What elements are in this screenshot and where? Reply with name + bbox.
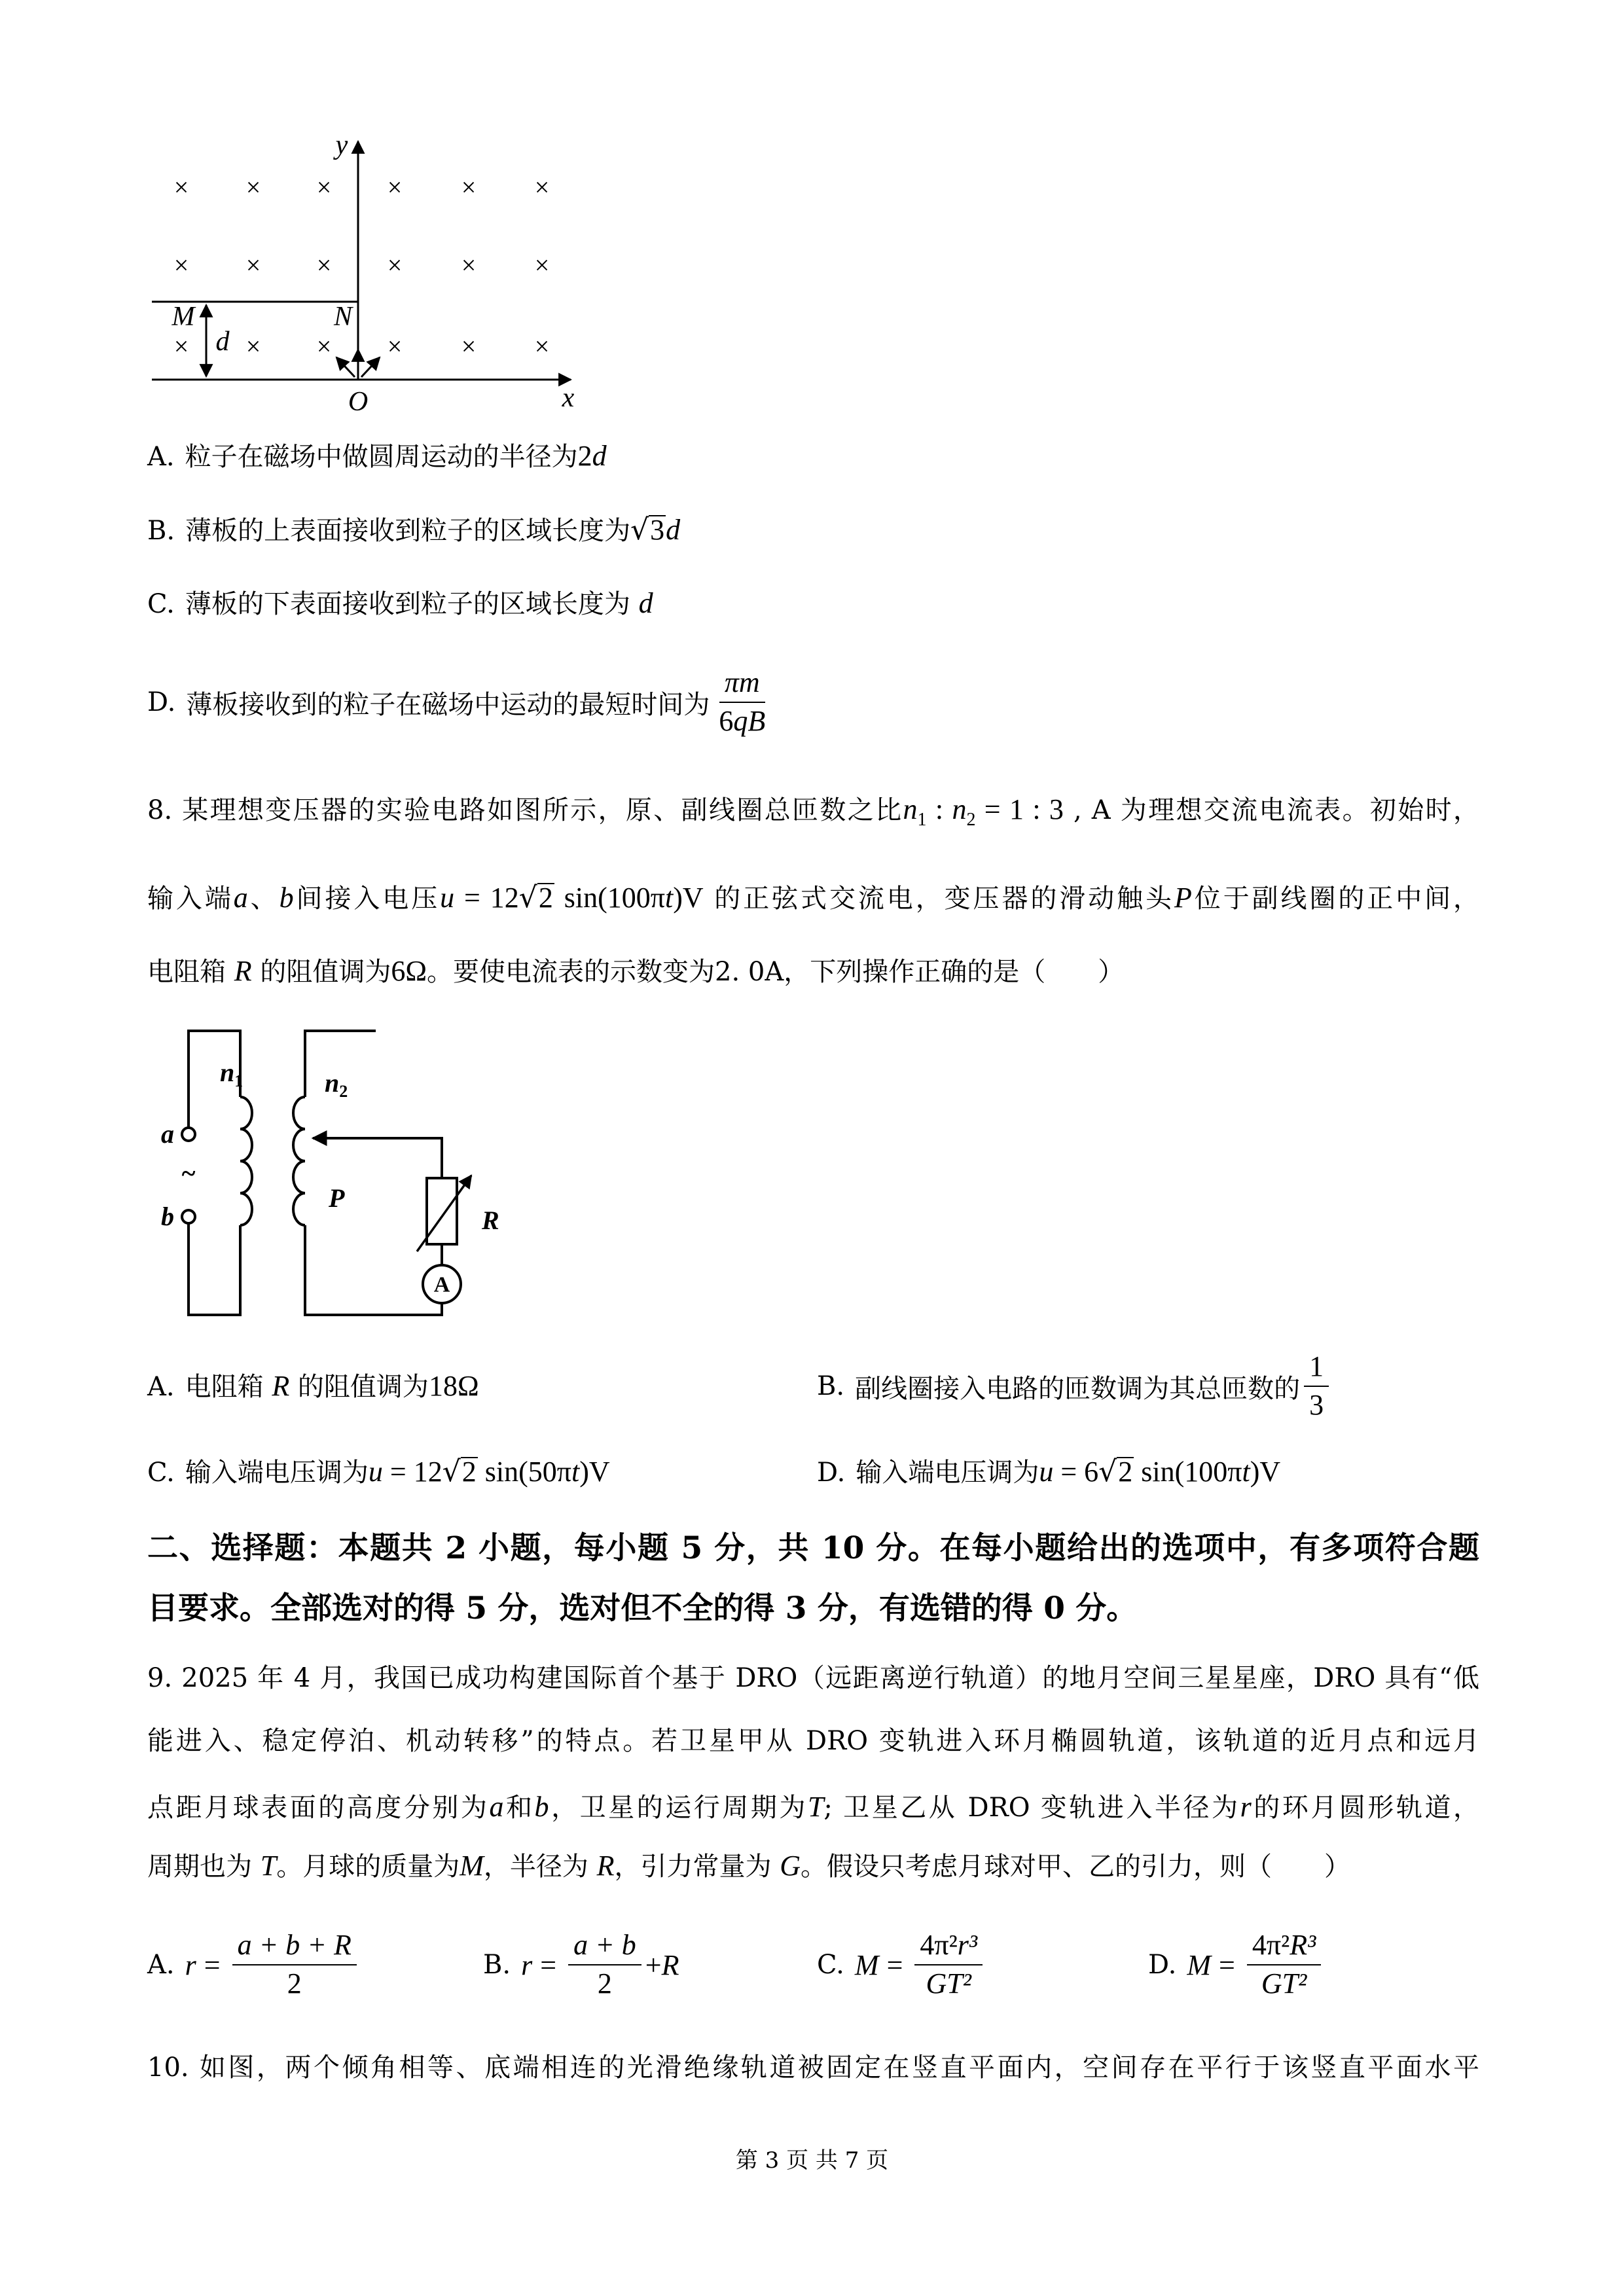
option-label: B. [817,1371,845,1401]
terminal-b [182,1210,195,1223]
field-mark: × [245,331,261,361]
q8-text: , A 为理想交流电流表。初始时， [1063,795,1479,825]
radicand: 2 [538,882,553,914]
fraction-numerator: 1 [1304,1350,1329,1387]
math-ratio: = 1 : 3 [975,793,1064,825]
primary-coil [240,1097,252,1225]
math-value: 18Ω [428,1370,479,1402]
label-m: M [171,302,195,332]
q8-text: 间接入电压 [293,884,441,914]
resistor-box [427,1178,457,1244]
fraction-denominator: 2 [287,1967,302,2000]
math-var: d [592,440,607,472]
fraction-denominator: GT² [926,1967,971,2000]
primary-wire-bottom [189,1223,240,1315]
label-b: b [161,1202,174,1231]
q8-option-a [147,1367,479,1406]
q7-option-b [147,511,680,550]
secondary-wire-bottom [305,1225,442,1315]
option-text: 薄板的下表面接收到粒子的区域长度为 [185,589,639,619]
option-label: A. [147,1950,175,1980]
q9-option-b [483,1926,679,2004]
fraction [232,1929,357,2000]
fraction [914,1929,983,2000]
q9-option-a [147,1926,361,2004]
fraction-denominator: 3 [1309,1389,1324,1421]
label-p: P [329,1183,345,1213]
field-mark: × [534,250,550,280]
math-func: sin(100π [1134,1456,1242,1488]
q9-text: 。月球的质量为 [276,1852,460,1882]
ammeter-label: A [433,1272,450,1297]
label-r: R [482,1206,499,1235]
label-d: d [215,327,230,357]
math-a: a [233,882,248,914]
q7-option-a [147,437,607,476]
math-p: P [1174,882,1192,914]
math-b: b [279,882,294,914]
math-r: R [272,1370,290,1402]
fraction [568,1929,641,2000]
field-mark: × [534,331,550,361]
math-t: t [664,882,674,914]
math-lhs: M [854,1948,879,1981]
q8-line-2 [147,878,1479,918]
field-mark: × [316,172,332,202]
math-sub: 2 [966,810,976,830]
math-func: sin(100π [554,882,665,914]
sqrt-expression [442,1452,478,1492]
math-coef: 2 [577,440,592,472]
label-n: N [333,302,353,332]
q9-text: 的环月圆形轨道， [1251,1793,1480,1823]
particle-arrow-right [361,357,380,377]
option-label: D. [1148,1950,1177,1980]
field-mark: × [387,250,403,280]
fraction [713,666,770,738]
particle-arrow-left [336,357,355,377]
radicand: 3 [650,514,665,546]
math-tail: R [661,1948,679,1981]
math-var: d [638,587,653,619]
math-u: u [368,1456,383,1488]
q7-option-c [147,584,653,623]
q7-option-d [147,663,774,742]
math-t: T [260,1850,277,1882]
option-label: B. [483,1950,511,1980]
math-eq: = [204,1948,221,1981]
root-sign: √ [442,1455,461,1488]
num-coef: 4π² [1252,1929,1290,1962]
math-u: u [1039,1456,1054,1488]
field-mark: × [461,172,477,202]
root-sign: √ [1098,1455,1117,1488]
fraction [1304,1350,1329,1422]
option-text: 的阻值调为 [289,1372,429,1402]
section-heading-line-1: 二、选择题：本题共 2 小题，每小题 5 分，共 10 分。在每小题给出的选项中，有多项符合题 [147,1530,1479,1566]
math-eq: = 12 [382,1456,442,1488]
num-var: r³ [957,1929,978,1962]
sqrt-expression [519,878,554,918]
math-eq: = 6 [1053,1456,1099,1488]
label-a: a [161,1119,174,1149]
field-mark: × [316,331,332,361]
q8-text: 的阻值调为 [251,957,391,987]
den-coef: 6 [719,705,734,737]
q8-option-c [147,1452,610,1492]
sqrt-expression [1098,1452,1134,1492]
field-mark: × [173,172,189,202]
field-mark: × [387,172,403,202]
option-label: A. [147,1372,175,1402]
q9-line-3 [147,1787,1479,1827]
q9-line-1: 9. 2025 年 4 月，我国已成功构建国际首个基于 DRO（远距离逆行轨道）的地月空间三星星座，DRO 具有“低 [147,1663,1479,1693]
field-mark: × [387,331,403,361]
field-mark: × [461,250,477,280]
fraction-denominator: 2 [597,1967,612,2000]
page-footer: 第 3 页 共 7 页 [735,2147,889,2174]
q8-text: 电阻箱 [147,957,234,987]
radicand: 2 [461,1456,477,1488]
label-y: y [335,130,348,160]
option-label: D. [817,1458,846,1488]
q9-line-2: 能进入、稳定停泊、机动转移”的特点。若卫星甲从 DRO 变轨进入环月椭圆轨道，该轨道的近月点和远月 [147,1726,1479,1756]
q9-text: 和 [503,1793,535,1823]
math-u: u [440,882,455,914]
option-text: 电阻箱 [185,1372,272,1402]
fraction-numerator [914,1929,983,1965]
math-t: t [571,1456,580,1488]
math-sub: 1 [917,810,927,830]
q8-text: 输入端 [147,884,234,914]
math-eq: = [886,1948,903,1981]
variable-resistor-arrow [417,1175,471,1251]
label-o: O [348,387,369,417]
q9-text: 周期也为 [147,1852,261,1882]
fraction-numerator [1247,1929,1321,1965]
q9-text: 。假设只考虑月球对甲、乙的引力，则（ ） [800,1852,1350,1882]
math-t: T [807,1791,824,1823]
field-mark: × [461,331,477,361]
q8-option-d [817,1452,1280,1492]
option-text: 薄板的上表面接收到粒子的区域长度为 [185,516,631,546]
option-text: 副线圈接入电路的匝数调为其总匝数的 [855,1373,1301,1404]
terminal-a [182,1128,195,1141]
math-value: 6Ω [391,955,427,987]
q8-text: 的正弦式交流电，变压器的滑动触头 [703,884,1174,914]
field-mark: × [245,172,261,202]
q9-text: 点距月球表面的高度分别为 [147,1793,490,1823]
secondary-coil [293,1097,305,1225]
math-lhs: r [185,1948,196,1981]
q8-text: 位于副线圈的正中间， [1191,884,1480,914]
fraction-numerator: a + b [568,1929,641,1965]
field-mark: × [316,250,332,280]
math-t: t [1242,1456,1250,1488]
option-text: 输入端电压调为 [856,1458,1039,1488]
option-label: A. [147,442,175,472]
q8-text: 8. 某理想变压器的实验电路如图所示，原、副线圈总匝数之比 [147,795,903,825]
option-label: B. [147,516,175,546]
math-r: R [234,955,252,987]
option-text: 薄板接收到的粒子在磁场中运动的最短时间为 [186,689,710,720]
math-lhs: r [521,1948,533,1981]
math-lhs: M [1187,1948,1212,1981]
label-n1: $n_1$ [220,1058,244,1090]
fraction-numerator: πm [719,666,765,703]
option-label: C. [817,1950,844,1980]
q9-text: ，引力常量为 [614,1852,780,1882]
magnetic-field-figure [131,118,602,425]
q9-line-4 [147,1846,1350,1886]
q10-line-1: 10. 如图，两个倾角相等、底端相连的光滑绝缘轨道被固定在竖直平面内，空间存在平行于该竖直平面水平 [147,2053,1479,2083]
option-label: D. [147,687,176,717]
q8-line-1 [147,790,1479,829]
fraction-numerator: a + b + R [232,1929,357,1965]
math-n: n [903,793,918,825]
q9-option-d [1148,1926,1325,2004]
field-mark: × [534,172,550,202]
option-text: 输入端电压调为 [185,1458,369,1488]
math-unit: )V [673,882,704,914]
field-mark: × [245,250,261,280]
label-x: x [562,383,575,413]
radicand: 2 [1118,1456,1133,1488]
math-func: sin(50π [477,1456,571,1488]
section-heading-line-2: 目要求。全部选对的得 5 分，选对但不全的得 3 分，有选错的得 0 分。 [147,1590,1138,1626]
ac-source-symbol: ~ [181,1158,196,1188]
q9-option-c [817,1926,986,2004]
field-mark: × [173,250,189,280]
fraction-denominator: GT² [1261,1967,1307,2000]
num-coef: 4π² [920,1929,958,1962]
root-sign: √ [518,881,537,914]
slider-wire [313,1138,442,1178]
math-r: r [1240,1791,1252,1823]
math-b: b [534,1791,549,1823]
math-plus: + [645,1948,662,1981]
q8-text: 。要使电流表的示数变为2. 0A，下列操作正确的是（ ） [427,957,1125,987]
num-var: R³ [1290,1929,1316,1962]
q9-text: ; 卫星乙从 DRO 变轨进入半径为 [823,1793,1240,1823]
fraction [1247,1929,1321,2000]
root-sign: √ [630,513,649,547]
option-text: 粒子在磁场中做圆周运动的半径为 [185,442,578,472]
math-eq: = [540,1948,557,1981]
fraction-denominator [713,703,770,738]
math-a: a [489,1791,504,1823]
math-unit: )V [1250,1456,1281,1488]
math-eq: = [1219,1948,1235,1981]
option-label: C. [147,1458,175,1488]
math-var: d [666,514,681,546]
q8-line-3 [147,952,1124,991]
math-colon: : [926,793,952,825]
den-var: qB [733,705,766,737]
option-label: C. [147,589,175,619]
q9-text: ，卫星的运行周期为 [549,1793,808,1823]
math-eq: = 12 [454,882,519,914]
math-unit: )V [579,1456,610,1488]
label-n2: $n_2$ [325,1068,348,1101]
q8-option-b [817,1347,1333,1426]
q9-text: ，半径为 [483,1852,597,1882]
math-r: R [596,1850,615,1882]
math-m: M [460,1850,484,1882]
q8-text: 、 [247,884,280,914]
sqrt-expression [630,511,666,550]
math-g: G [780,1850,801,1882]
field-mark: × [173,331,189,361]
transformer-circuit-figure [144,1008,537,1335]
math-n: n [952,793,967,825]
